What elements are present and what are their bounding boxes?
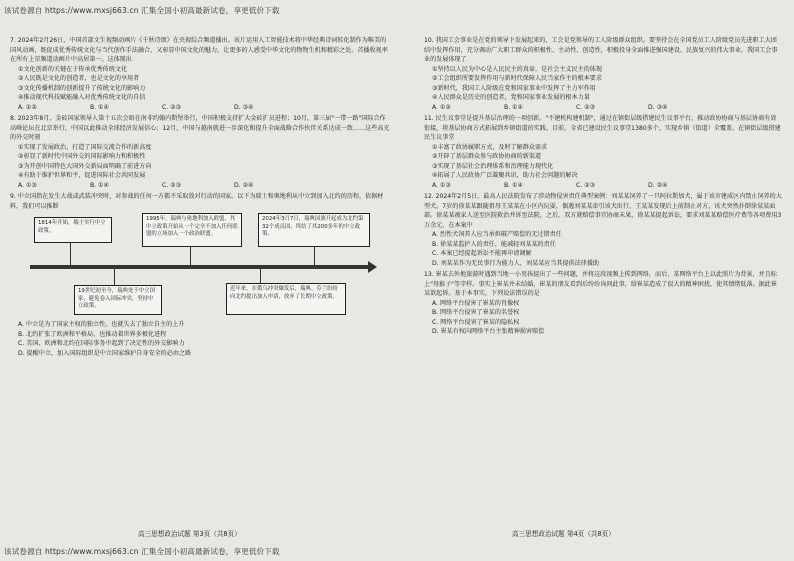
question-9 bbox=[10, 192, 390, 358]
question-stem: 8. 2023年8月，金砖国家领导人第十五次会晤在南非约翰内斯堡举行，中国积极支持扩大金砖扩员进程；10月，第三届"一带一路"国际合作高峰论坛在北京举行，中国以此推动全球经济发展信心；12月，中国与越南就进一步深化和提升全面战略合作伙伴关系达成一致……这些高光的外交时刻 bbox=[10, 115, 390, 141]
question-item: ③文化传播机制的创新提升了传统文化的影响力 bbox=[18, 84, 146, 92]
question-11 bbox=[424, 114, 782, 190]
option-c: C. ②③ bbox=[162, 103, 182, 111]
question-item: ④推动现代科技赋能融入对优秀传统文化的自信 bbox=[18, 94, 146, 101]
question-item: C. 本案已经提起诉讼不能再申请调解 bbox=[432, 250, 532, 257]
timeline-connector bbox=[114, 269, 115, 285]
option-d: D. ②④ bbox=[234, 181, 254, 189]
question-item: B. 徐某某监护人的责任，能减轻刘某某的责任 bbox=[432, 240, 556, 248]
option-b: B. ①④ bbox=[504, 103, 523, 111]
answer-options bbox=[424, 181, 782, 191]
option-a: A. ①③ bbox=[18, 181, 37, 189]
page-footer-left: 高三思想政治试题 第3页（共8页） bbox=[138, 530, 241, 538]
option-d: D. ③④ bbox=[648, 103, 668, 111]
question-item: ③新时代，我国工人阶级在党和国家事业中发挥了主力军作用 bbox=[432, 84, 596, 92]
option-a: A. ①③ bbox=[432, 181, 451, 189]
question-item: ①丰富了政协履职方式，及时了解群众需求 bbox=[432, 143, 548, 151]
question-item: C. 网络平台侵害了崔某的隐私权 bbox=[432, 318, 520, 326]
left-page bbox=[10, 36, 390, 524]
question-item: D. 提醒中立，加入国际组织是中立国家维护自身安全的必由之路 bbox=[18, 349, 192, 357]
question-item: A. 网络平台侵害了崔某的肖像权 bbox=[432, 299, 520, 307]
right-page bbox=[424, 36, 782, 524]
timeline-connector bbox=[190, 247, 191, 265]
option-b: B. ①④ bbox=[90, 103, 109, 111]
question-13 bbox=[424, 270, 782, 337]
question-item: C. 美国、欧洲和北约在国际事务中起到了决定性的外交影响力 bbox=[18, 340, 185, 347]
question-item: B. 网络平台侵害了崔某的名誉权 bbox=[432, 309, 520, 316]
timeline-arrow-icon bbox=[368, 261, 377, 273]
answer-options bbox=[424, 103, 782, 113]
question-stem: 11. 民生议事堂是提升基层治理的一项创新。"不建机构建机制"，通过在镇街层级搭建民生议事平台，推动政协协商与基层协商有效衔接，将基层协商方式拓展到乡镇街道的实践。目前，全省已建设民生议事堂1380多个，实现乡镇（街道）全覆盖。在镇街层级搭建民生议事堂 bbox=[424, 115, 781, 141]
option-a: A. ①② bbox=[432, 103, 451, 111]
question-item: D. 刘某某作为无民事行为能力人，刘某某应当其提供法律援助 bbox=[432, 259, 600, 267]
question-12 bbox=[424, 192, 782, 268]
timeline-box-2: 1995年，瑞典与奥地利加入欧盟，其中立政策开始从一个完全不加入任何联盟的立场加入一个政治联盟。 bbox=[142, 213, 242, 247]
option-b: B. ①④ bbox=[504, 181, 523, 189]
option-d: D. ②④ bbox=[648, 181, 668, 189]
option-c: C. ②③ bbox=[162, 181, 182, 189]
question-item: ④拓展了人民政协广泛凝聚共识，助力社会问题的解决 bbox=[432, 172, 578, 179]
question-item: B. 北约扩张了欧洲和平格局，也推动着世界多极化进程 bbox=[18, 330, 167, 338]
timeline-box-4: 19世纪初至今，瑞典处于中立国家，避免卷入国际冲突，坚持中立政策。 bbox=[74, 285, 162, 315]
question-8 bbox=[10, 114, 390, 190]
page-footer-right: 高三思想政治试题 第4页（共8页） bbox=[512, 530, 615, 538]
timeline-axis bbox=[30, 265, 370, 269]
timeline-box-3: 2024年3月7日，瑞典国旗升起成为北约第32个成员国，终结了其200多年的中立政策。 bbox=[258, 213, 370, 247]
timeline-connector bbox=[314, 247, 315, 265]
timeline-box-1: 1814年开始，瑞士实行中立政策。 bbox=[34, 217, 112, 243]
question-item: ①坚持以人民为中心是人民民主的真谛，是社会主义民主的体现 bbox=[432, 65, 602, 73]
timeline-connector bbox=[260, 269, 261, 283]
question-stem: 10. 我国工会事业是在党的领导下发展起来的，工会是党领导的工人阶级群众组织。要坚持会在全国党员工人阶级党员先进职工大团结中发挥作用，充分调动广大职工群众的积极性、主动性、创造性，积极投身全面推进强国建设、民族复兴的伟大事业。我国工会事业的发展体现了 bbox=[424, 37, 778, 63]
question-item: ④人民群众是历史的创造者，党和国家事业发展的根本力量 bbox=[432, 94, 590, 101]
question-item: A. 中立是为了国家主权的独立性，也就失去了独立自主的上升 bbox=[18, 321, 185, 328]
question-item: ②彰显了新时代中国外交的国际影响力和积极性 bbox=[18, 153, 146, 160]
question-item: ④有助于维护世界和平，促进国际社会共同发展 bbox=[18, 172, 146, 179]
question-item: ②开辟了基层群众参与政协协商的新渠道 bbox=[432, 153, 542, 160]
question-item: A. 烈性犬饲养人应当承担破产赔偿的无过错责任 bbox=[432, 231, 562, 238]
question-stem: 7. 2024年2月26日，中国首部文生视频动画片《千秋诗颂》在央视综合频道播出。该片运用人工智能技术将中华经典诗词转化制作为唯美的国风动画，既促成优秀传统文化与当代创作手法融合，又彰显中国文化的魅力，让更多的人感受中华文化的物物生机和精彩之处。首播收视率在所有上星频道动画片中高居第一。这体现出 bbox=[10, 37, 388, 63]
answer-options bbox=[10, 181, 390, 191]
question-item: ③实现了基层社会治理体系和治理能力现代化 bbox=[432, 162, 554, 170]
question-item: ③为开创中国特色大国外交新局面明确了前进方向 bbox=[18, 162, 152, 170]
option-a: A. ①② bbox=[18, 103, 37, 111]
question-7 bbox=[10, 36, 390, 112]
question-item: ②人民既是文化的创造者，也是文化的享用者 bbox=[18, 75, 140, 82]
question-item: ①文化创新的关键在于传承优秀传统文化 bbox=[18, 65, 128, 73]
question-10 bbox=[424, 36, 782, 112]
watermark-top: 该试卷源自 https://www.mxsj663.cn 汇集全国小初高最新试卷，享更低价下载 bbox=[4, 6, 280, 15]
option-c: C. ②③ bbox=[576, 181, 596, 189]
question-stem: 13. 崔某去外地旅游时遇到当地一小男孩提出了一些问题，并将这段视频上传到网络，而后，某网络平台上以此照片为背景，并且标上"母猴子"等字样。事实上崔某并未结婚，崔某的朋友看到后纷纷询问此事，给崔某造成了很大的精神困扰，使其情绪低落。据此崔某欲起诉。基于本事实，下列说法错误的是 bbox=[424, 271, 777, 297]
watermark-bottom: 该试卷源自 https://www.mxsj663.cn 汇集全国小初高最新试卷，享更低价下载 bbox=[4, 547, 280, 556]
answer-options bbox=[10, 103, 390, 113]
question-stem: 12. 2024年2月5日，最高人民法院发布了涉动物侵害责任典型案例：刘某某饲养了一只阿拉斯加犬，属于该市建成区内禁止饲养的大型犬。7岁的徐某某跟随祖母王某某在小区内玩耍，偶遇刘某某牵引该犬出行，王某某发现后上前制止对方，该犬突然扑倒徐某某面部。徐某某被家人送至医院救治并诉至法院，之后，双方就赔偿事宜协商未果，徐某某提起诉讼，要求刘某某赔偿医疗费等各项费用3万余元。在本案中 bbox=[424, 193, 782, 229]
question-stem: 9. 中立国指在发生大战或武装冲突时，对参战的任何一方都不采取敌对行动的国家。以下为瑞士和奥地利从中立到加入北约的历程，依据材料，我们可以推断 bbox=[10, 193, 384, 210]
timeline-connector bbox=[70, 243, 71, 265]
option-b: B. ①④ bbox=[90, 181, 109, 189]
timeline-box-5: 近年来，在俄乌冲突爆发后，瑞典、芬兰纷纷向北约提出加入申请，放弃了长期中立政策。 bbox=[226, 283, 346, 315]
option-c: C. ②③ bbox=[576, 103, 596, 111]
question-item: D. 崔某有权向网络平台主张精神损害赔偿 bbox=[432, 328, 545, 335]
timeline-diagram bbox=[30, 213, 378, 317]
question-item: ②工会组织所要发挥作用与新时代保障人民当家作主的根本要求 bbox=[432, 75, 602, 82]
question-item: ①实现了发展政治，打造了国际交流合作的新高度 bbox=[18, 143, 152, 151]
option-d: D. ③④ bbox=[234, 103, 254, 111]
